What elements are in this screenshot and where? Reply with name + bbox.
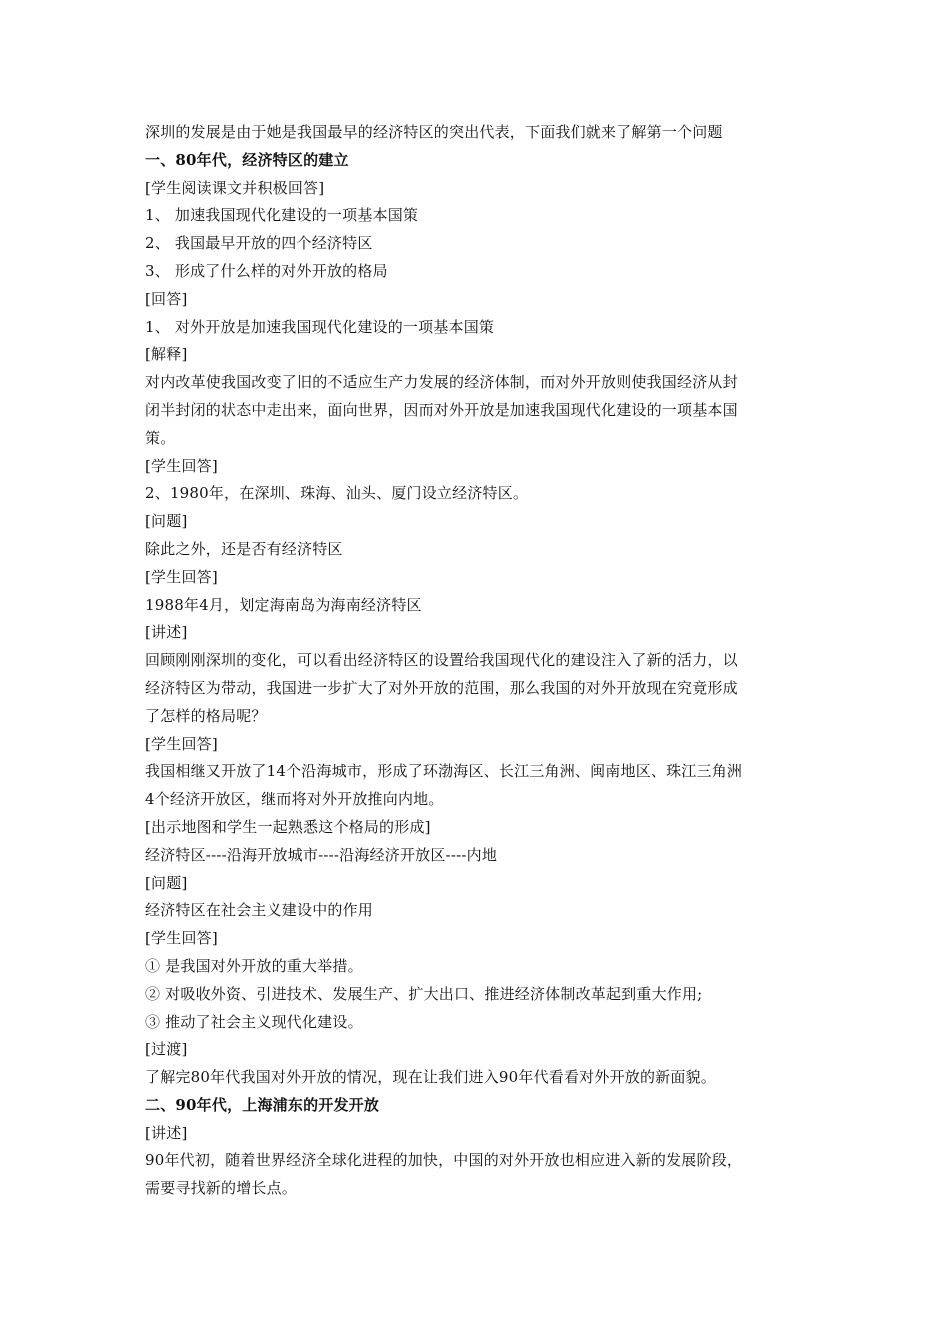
intro-text: 深圳的发展是由于她是我国最早的经济特区的突出代表，下面我们就来了解第一个问题: [145, 123, 723, 141]
role-item-1: ① 是我国对外开放的重大举措。: [145, 956, 363, 975]
answer-item-2: 2、1980年，在深圳、珠海、汕头、厦门设立经济特区。: [145, 484, 529, 503]
explanation-text: 闭半封闭的状态中走出来，面向世界，因而对外开放是加速我国现代化建设的一项基本国: [145, 400, 738, 419]
narration-text: 需要寻找新的增长点。: [145, 1179, 298, 1198]
stage-note: [过渡]: [145, 1040, 188, 1059]
section-heading-2: 二、90年代，上海浦东的开发开放: [145, 1095, 380, 1114]
transition-text: 了解完80年代我国对外开放的情况，现在让我们进入90年代看看对外开放的新面貌。: [145, 1068, 716, 1087]
document-body: [145, 119, 815, 1203]
answer-text: 4个经济开放区，继而将对外开放推向内地。: [145, 790, 444, 809]
answer-text: 1988年4月，划定海南岛为海南经济特区: [145, 595, 422, 614]
stage-note: [学生阅读课文并积极回答]: [145, 178, 325, 197]
answer-text: 我国相继又开放了14个沿海城市，形成了环渤海区、长江三角洲、闽南地区、珠江三角洲: [145, 762, 743, 781]
narration-text: 经济特区为带动，我国进一步扩大了对外开放的范围，那么我国的对外开放现在究竟形成: [145, 678, 738, 697]
section-heading-1: 一、80年代，经济特区的建立: [145, 150, 349, 169]
explanation-text: 对内改革使我国改变了旧的不适应生产力发展的经济体制，而对外开放则使我国经济从封: [145, 373, 738, 392]
stage-note: [解释]: [145, 345, 188, 364]
stage-note: [回答]: [145, 289, 188, 308]
narration-text: 回顾刚刚深圳的变化，可以看出经济特区的设置给我国现代化的建设注入了新的活力，以: [145, 651, 738, 670]
narration-text: 90年代初，随着世界经济全球化进程的加快，中国的对外开放也相应进入新的发展阶段，: [145, 1151, 743, 1170]
role-item-2: ② 对吸收外资、引进技术、发展生产、扩大出口、推进经济体制改革起到重大作用;: [145, 984, 703, 1003]
question-item-3: 3、 形成了什么样的对外开放的格局: [145, 261, 388, 280]
question-item-1: 1、 加速我国现代化建设的一项基本国策: [145, 206, 419, 225]
role-item-3: ③ 推动了社会主义现代化建设。: [145, 1012, 363, 1031]
stage-note: [出示地图和学生一起熟悉这个格局的形成]: [145, 817, 431, 836]
stage-note: [学生回答]: [145, 567, 218, 586]
stage-note: [学生回答]: [145, 929, 218, 948]
narration-text: 了怎样的格局呢？: [145, 706, 267, 725]
stage-note: [问题]: [145, 512, 188, 531]
question-text: 除此之外，还是否有经济特区: [145, 539, 343, 558]
question-text: 经济特区在社会主义建设中的作用: [145, 901, 374, 920]
stage-note: [问题]: [145, 873, 188, 892]
stage-note: [讲述]: [145, 1123, 188, 1142]
sequence-text: 经济特区----沿海开放城市----沿海经济开放区----内地: [145, 845, 498, 864]
stage-note: [学生回答]: [145, 734, 218, 753]
explanation-text: 策。: [145, 428, 176, 447]
stage-note: [学生回答]: [145, 456, 218, 475]
question-item-2: 2、 我国最早开放的四个经济特区: [145, 234, 373, 253]
stage-note: [讲述]: [145, 623, 188, 642]
answer-item-1: 1、 对外开放是加速我国现代化建设的一项基本国策: [145, 317, 495, 336]
